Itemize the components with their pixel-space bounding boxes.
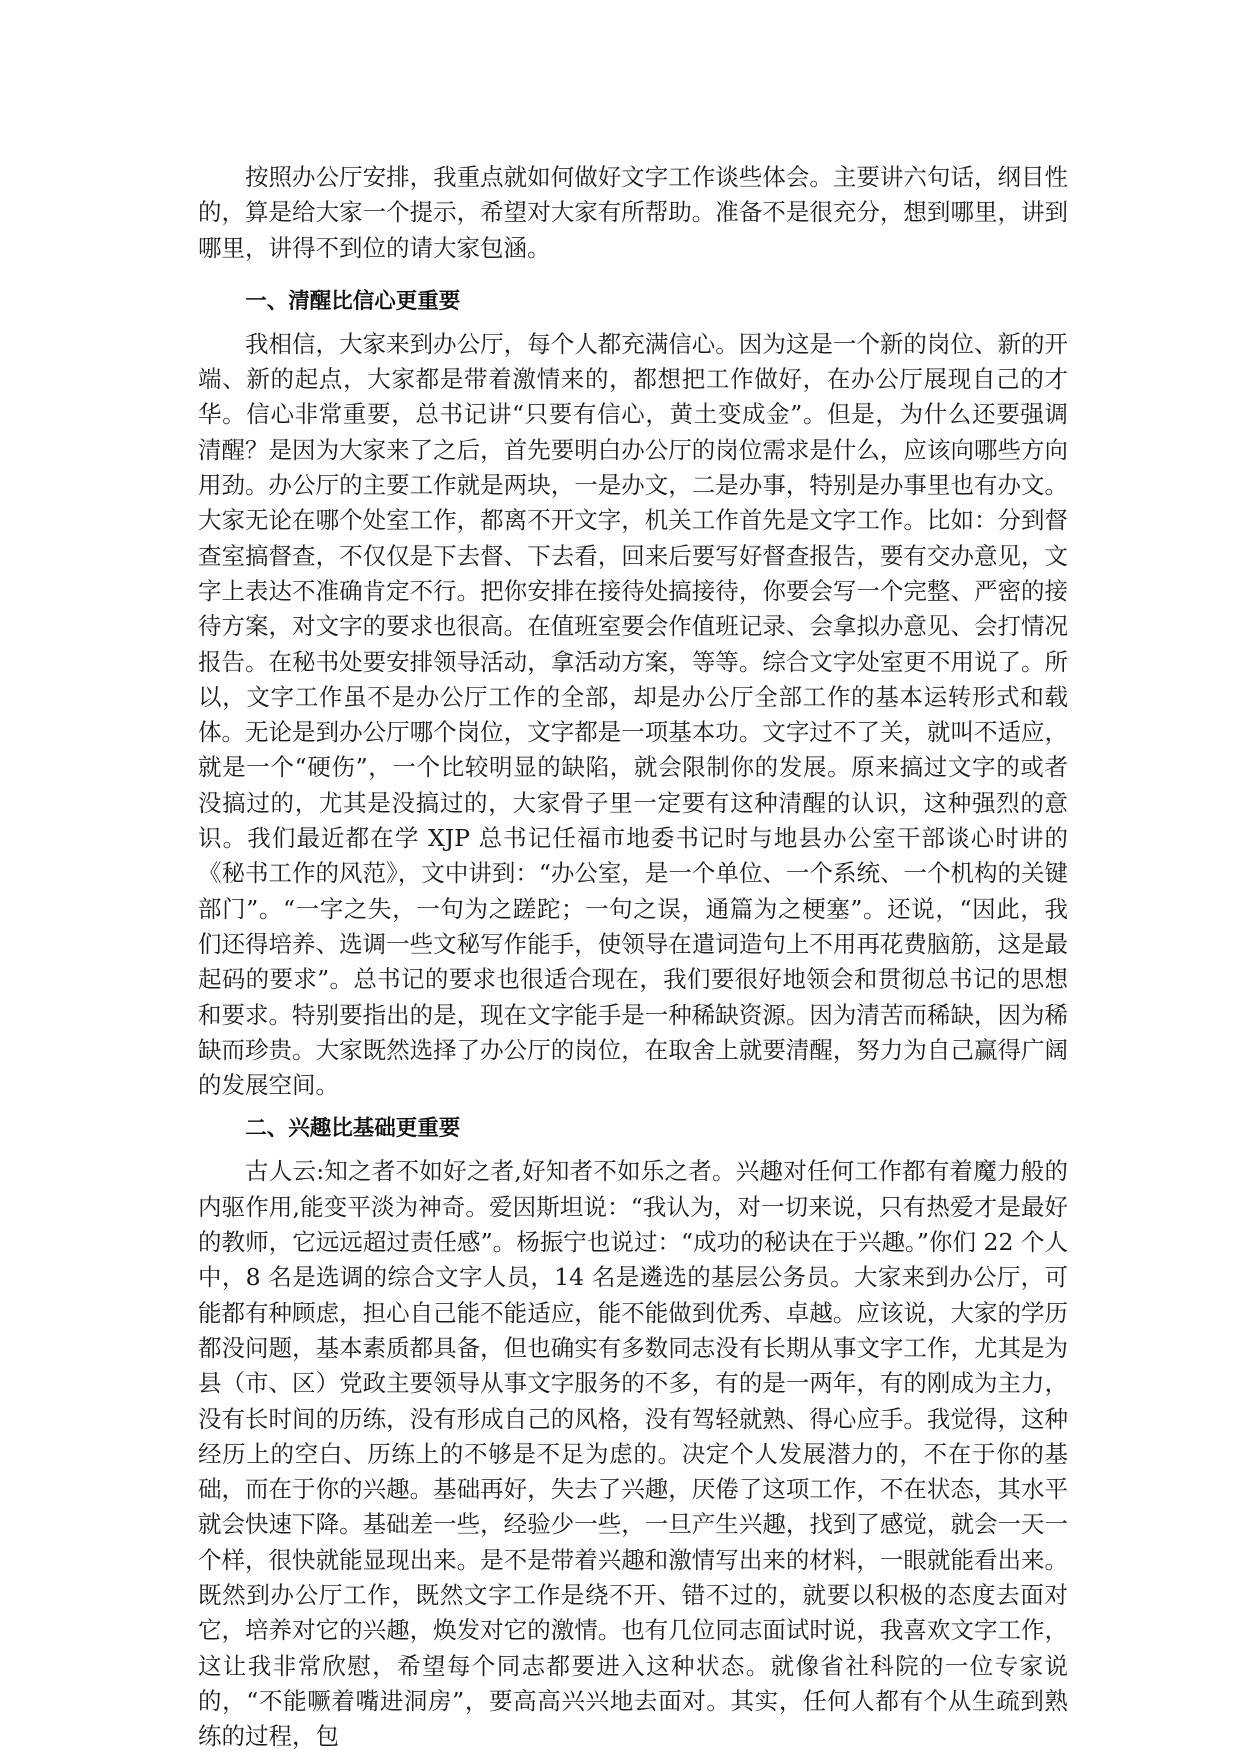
document-page (198, 160, 1068, 1754)
section-heading-1: 一、清醒比信心更重要 (245, 288, 461, 314)
paragraph-gap (198, 266, 1068, 276)
section-body-2: 古人云:知之者不如好之者,好知者不如乐之者。兴趣对任何工作都有着魔力般的内驱作用,能变平淡为神奇。爱因斯坦说：“我认为，对一切来说，只有热爱才是最好的教师，它远远超过责任感”。杨振宁也说过：“成功的秘诀在于兴趣。”你们 22 个人中，8 名是选调的综合文字人员，14 名是遴选的基层公务员。大家来到办公厅，可能都有种顾虑，担心自己能不能适应，能不能做到优秀、卓越。应该说，大家的学历都没问题，基本素质都具备，但也确实有多数同志没有长期从事文字工作，尤其是为县（市、区）党政主要领导从事文字服务的不多，有的是一两年，有的刚成为主力，没有长时间的历练，没有形成自己的风格，没有驾轻就熟、得心应手。我觉得，这种经历上的空白、历练上的不够是不足为虑的。决定个人发展潜力的，不在于你的基础，而在于你的兴趣。基础再好，失去了兴趣，厌倦了这项工作，不在状态，其水平就会快速下降。基础差一些，经验少一些，一旦产生兴趣，找到了感觉，就会一天一个样，很快就能显现出来。是不是带着兴趣和激情写出来的材料，一眼就能看出来。既然到办公厅工作，既然文字工作是绕不开、错不过的，就要以积极的态度去面对它，培养对它的兴趣，焕发对它的激情。也有几位同志面试时说，我喜欢文字工作，这让我非常欣慰，希望每个同志都要进入这种状态。就像省社科院的一位专家说的，“不能噘着嘴进洞房”，要高高兴兴地去面对。其实，任何人都有个从生疏到熟练的过程，包 (198, 1157, 1068, 1751)
section-body-1: 我相信，大家来到办公厅，每个人都充满信心。因为这是一个新的岗位、新的开端、新的起点，大家都是带着激情来的，都想把工作做好，在办公厅展现自己的才华。信心非常重要，总书记讲“只要有信心，黄土变成金”。但是，为什么还要强调清醒？是因为大家来了之后，首先要明白办公厅的岗位需求是什么，应该向哪些方向用劲。办公厅的主要工作就是两块，一是办文，二是办事，特别是办事里也有办文。大家无论在哪个处室工作，都离不开文字，机关工作首先是文字工作。比如：分到督查室搞督查，不仅仅是下去督、下去看，回来后要写好督查报告，要有交办意见，文字上表达不准确肯定不行。把你安排在接待处搞接待，你要会写一个完整、严密的接待方案，对文字的要求也很高。在值班室要会作值班记录、会拿拟办意见、会打情况报告。在秘书处要安排领导活动，拿活动方案，等等。综合文字处室更不用说了。所以，文字工作虽不是办公厅工作的全部，却是办公厅全部工作的基本运转形式和载体。无论是到办公厅哪个岗位，文字都是一项基本功。文字过不了关，就叫不适应，就是一个“硬伤”，一个比较明显的缺陷，就会限制你的发展。原来搞过文字的或者没搞过的，尤其是没搞过的，大家骨子里一定要有这种清醒的认识，这种强烈的意识。我们最近都在学 XJP 总书记任福市地委书记时与地县办公室干部谈心时讲的《秘书工作的风范》，文中讲到：“办公室，是一个单位、一个系统、一个机构的关键部门”。“一字之失，一句为之蹉跎；一句之误，通篇为之梗塞”。还说，“因此，我们还得培养、选调一些文秘写作能手，使领导在遣词造句上不用再花费脑筋，这是最起码的要求”。总书记的要求也很适合现在，我们要很好地领会和贯彻总书记的思想和要求。特别要指出的是，现在文字能手是一种稀缺资源。因为清苦而稀缺，因为稀缺而珍贵。大家既然选择了办公厅的岗位，在取舍上就要清醒，努力为自己赢得广阔的发展空间。 (198, 329, 1068, 1100)
intro-paragraph: 按照办公厅安排，我重点就如何做好文字工作谈些体会。主要讲六句话，纲目性的，算是给大家一个提示，希望对大家有所帮助。准备不是很充分，想到哪里，讲到哪里，讲得不到位的请大家包涵。 (198, 163, 1068, 262)
section-heading-2: 二、兴趣比基础更重要 (245, 1116, 461, 1142)
